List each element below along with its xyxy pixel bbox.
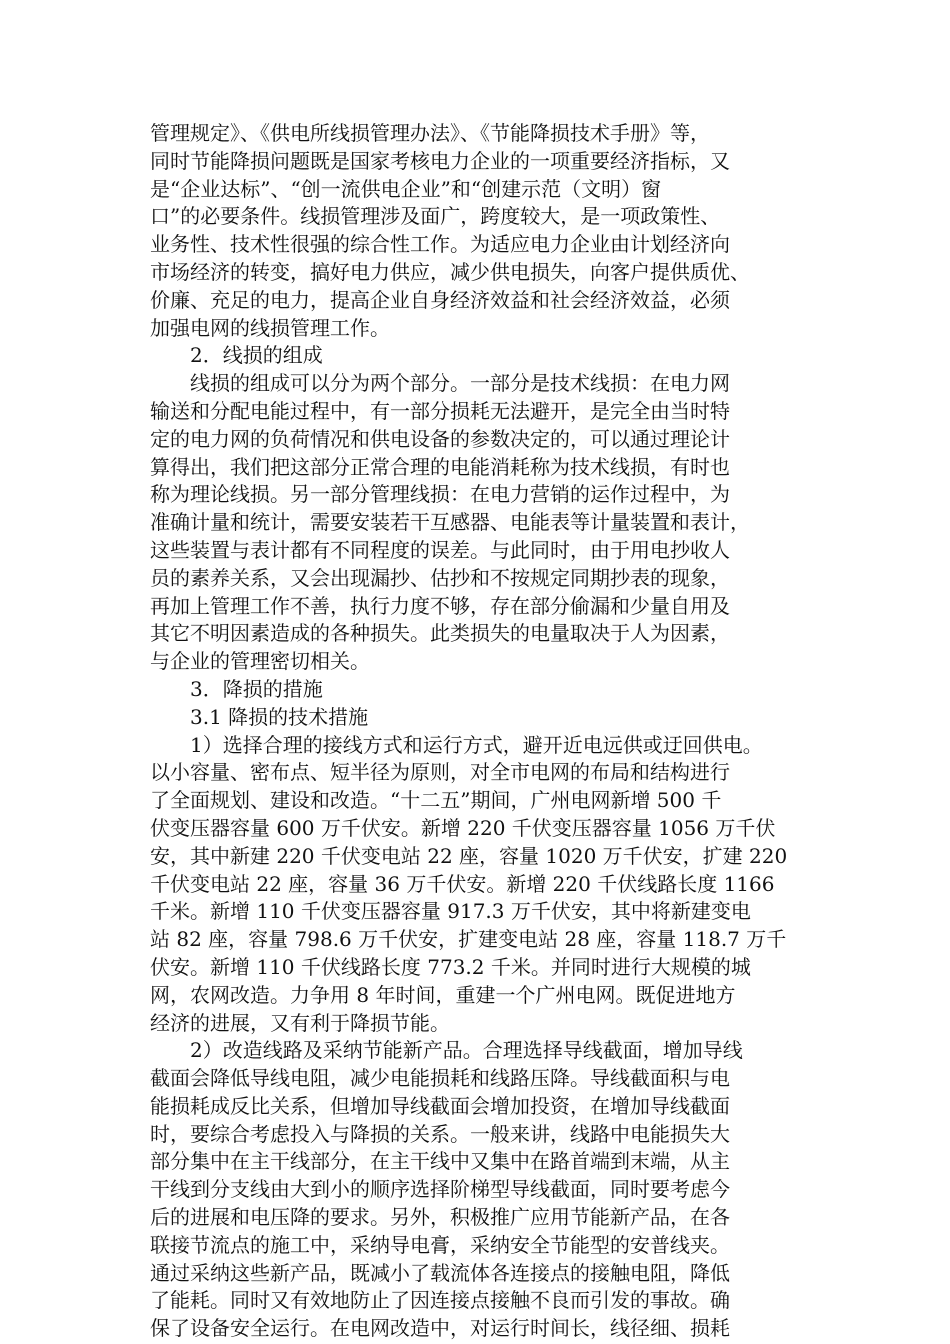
text-line: 是“企业达标”、“创一流供电企业”和“创建示范（文明）窗: [150, 176, 662, 201]
text-line: 了全面规划、建设和改造。“十二五”期间，广州电网新增 500 千: [150, 788, 722, 813]
text-line: 再加上管理工作不善，执行力度不够，存在部分偷漏和少量自用及: [150, 593, 730, 618]
text-line: 经济的进展，又有利于降损节能。: [150, 1010, 450, 1035]
subsection-heading: 3.1 降损的技术措施: [150, 704, 369, 729]
text-line: 这些装置与表计都有不同程度的误差。与此同时，由于用电抄收人: [150, 537, 730, 562]
text-line: 其它不明因素造成的各种损失。此类损失的电量取决于人为因素，: [150, 621, 730, 646]
section-heading: 2．线损的组成: [150, 343, 323, 368]
text-line: 千米。新增 110 千伏变压器容量 917.3 万千伏安，其中将新建变电: [150, 899, 751, 924]
text-line: 与企业的管理密切相关。: [150, 649, 370, 674]
text-line: 站 82 座，容量 798.6 万千伏安，扩建变电站 28 座，容量 118.7 万千: [150, 927, 787, 952]
text-line: 网，农网改造。力争用 8 年时间，重建一个广州电网。既促进地方: [150, 982, 736, 1007]
text-line: 时，要综合考虑投入与降损的关系。一般来讲，线路中电能损失大: [150, 1121, 730, 1146]
text-line: 能损耗成反比关系，但增加导线截面会增加投资，在增加导线截面: [150, 1093, 730, 1118]
text-line: 联接节流点的施工中，采纳导电膏，采纳安全节能型的安普线夹。: [150, 1232, 730, 1257]
text-line: 2）改造线路及采纳节能新产品。合理选择导线截面，增加导线: [150, 1038, 743, 1063]
text-line: 伏安。新增 110 千伏线路长度 773.2 千米。并同时进行大规模的城: [150, 954, 751, 979]
text-line: 称为理论线损。另一部分管理线损：在电力营销的运作过程中，为: [150, 482, 730, 507]
text-line: 市场经济的转变，搞好电力供应，减少供电损失，向客户提供质优、: [150, 259, 750, 284]
text-line: 安，其中新建 220 千伏变电站 22 座，容量 1020 万千伏安，扩建 220: [150, 843, 788, 868]
text-line: 以小容量、密布点、短半径为原则，对全市电网的布局和结构进行: [150, 760, 730, 785]
text-line: 保了设备安全运行。在电网改造中，对运行时间长，线径细、损耗: [150, 1316, 730, 1341]
text-line: 口”的必要条件。线损管理涉及面广，跨度较大，是一项政策性、: [150, 204, 721, 229]
text-line: 部分集中在主干线部分，在主干线中又集中在路首端到末端，从主: [150, 1149, 730, 1174]
text-line: 干线到分支线由大到小的顺序选择阶梯型导线截面，同时要考虑今: [150, 1177, 730, 1202]
text-line: 加强电网的线损管理工作。: [150, 315, 390, 340]
text-line: 输送和分配电能过程中，有一部分损耗无法避开，是完全由当时特: [150, 398, 730, 423]
text-line: 价廉、充足的电力，提高企业自身经济效益和社会经济效益，必须: [150, 287, 730, 312]
text-line: 准确计量和统计，需要安装若干互感器、电能表等计量装置和表计，: [150, 510, 750, 535]
text-line: 线损的组成可以分为两个部分。一部分是技术线损：在电力网: [150, 371, 730, 396]
text-line: 业务性、技术性很强的综合性工作。为适应电力企业由计划经济向: [150, 232, 730, 257]
text-line: 后的进展和电压降的要求。另外，积极推广应用节能新产品，在各: [150, 1205, 730, 1230]
text-line: 1）选择合理的接线方式和运行方式，避开近电远供或迂回供电。: [150, 732, 763, 757]
text-line: 同时节能降损问题既是国家考核电力企业的一项重要经济指标，又: [150, 148, 730, 173]
section-heading: 3．降损的措施: [150, 676, 323, 701]
text-line: 通过采纳这些新产品，既减小了载流体各连接点的接触电阻，降低: [150, 1260, 730, 1285]
text-line: 千伏变电站 22 座，容量 36 万千伏安。新增 220 千伏线路长度 1166: [150, 871, 775, 896]
text-line: 了能耗。同时又有效地防止了因连接点接触不良而引发的事故。确: [150, 1288, 730, 1313]
text-line: 员的素养关系，又会出现漏抄、估抄和不按规定同期抄表的现象，: [150, 565, 730, 590]
text-line: 伏变压器容量 600 万千伏安。新增 220 千伏变压器容量 1056 万千伏: [150, 815, 776, 840]
text-line: 定的电力网的负荷情况和供电设备的参数决定的，可以通过理论计: [150, 426, 730, 451]
text-line: 管理规定》、《供电所线损管理办法》、《节能降损技术手册》等，: [150, 121, 710, 145]
text-line: 截面会降低导线电阻，减少电能损耗和线路压降。导线截面积与电: [150, 1066, 730, 1091]
text-line: 算得出，我们把这部分正常合理的电能消耗称为技术线损，有时也: [150, 454, 730, 479]
document-body: [150, 120, 830, 1343]
